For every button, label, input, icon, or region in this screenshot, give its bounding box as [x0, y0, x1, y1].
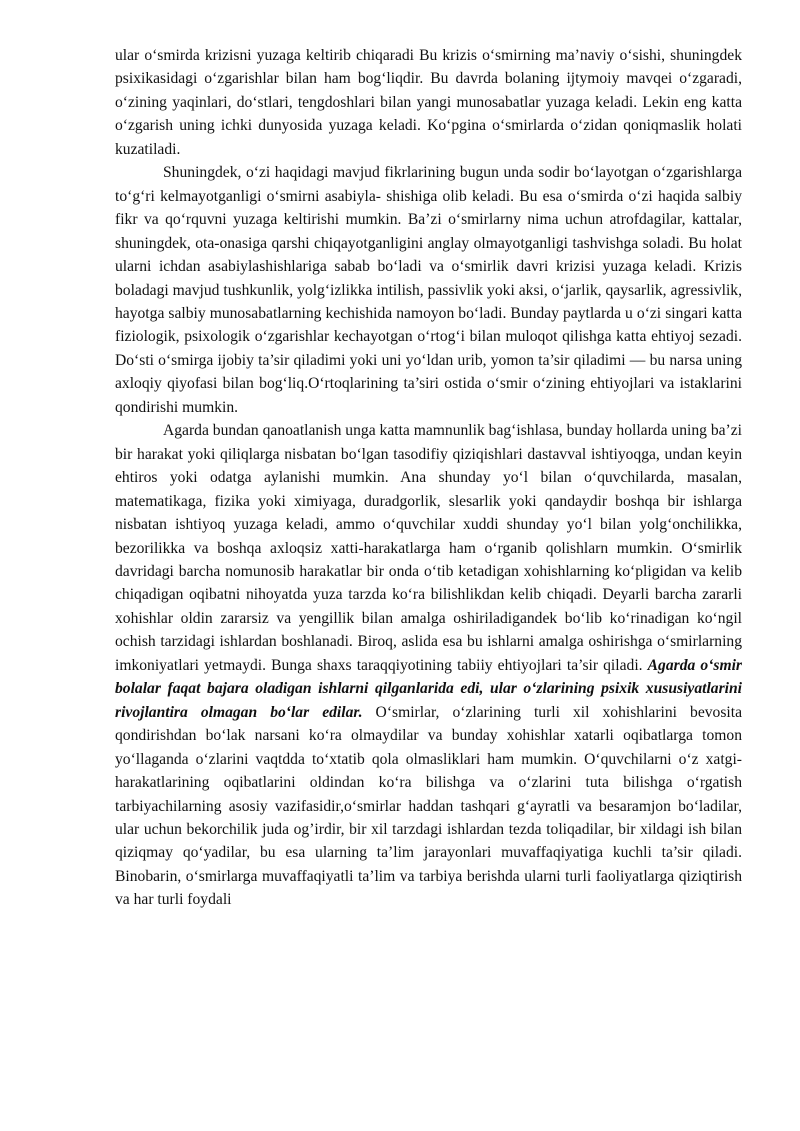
paragraph-intro-text: ular o‘smirda krizisni yuzaga keltirib chiqaradi Bu krizis o‘smirning ma’naviy o‘sishi, shuningdek psixikasidagi o‘zgarishlar bilan ham bog‘liqdir. Bu davrda bolaning ijtymoiy mavqei o‘zgaradi, o‘zining yaqinlari, do‘stlari, tengdoshlari bilan yangi munosabatlar yuzaga keladi. Lekin eng katta o‘zgarish uning ichki dunyosida yuzaga keladi. Ko‘pgina o‘smirlarda o‘zidan qoniqmaslik holati kuzatiladi. — [115, 47, 742, 158]
document-page — [115, 44, 742, 912]
paragraph-self-image-text: Shuningdek, o‘zi haqidagi mavjud fikrlarining bugun unda sodir bo‘layotgan o‘zgarishlarga to‘g‘ri kelmayotganligi o‘smirni asabiyla- shishiga olib keladi. Bu esa o‘smirda o‘zi haqida salbiy fikr va qo‘rquvni yuzaga keltirishi mumkin. Ba’zi o‘smirlarny nima uchun atrofdagilar, kattalar, shuningdek, ota-onasiga qarshi chiqayotganligini anglay olmayotganligi tashvishga soladi. Bu holat ularni ichdan asabiylashishlariga sabab bo‘ladi va o‘smirlik davri krizisi yuzaga keladi. Krizis boladagi mavjud tushkunlik, yolg‘izlikka intilish, passivlik yoki aksi, o‘jarlik, qaysarlik, agressivlik, hayotga salbiy munosabatlarning kechishida namoyon bo‘ladi. Bunday paytlarda u o‘zi singari katta fiziologik, psixologik o‘zgarishlar kechayotgan o‘rtog‘i bilan muloqot qilishga katta ehtiyoj sezadi. Do‘sti o‘smirga ijobiy ta’sir qiladimi yoki uni yo‘ldan urib, yomon ta’sir qiladimi — bu narsa uning axloqiy qiyofasi bilan bog‘liq.O‘rtoqlarining ta’siri ostida o‘smir o‘zining ehtiyojlari va istaklarini qondirishi mumkin. — [115, 164, 742, 416]
paragraph-self-image — [115, 161, 742, 419]
paragraph-intro — [115, 44, 742, 161]
paragraph-interests-text: Agarda bundan qanoatlanish unga katta mamnunlik bag‘ishlasa, bunday hollarda uning ba’zi bir harakat yoki qiliqlarga nisbatan bo‘lgan tasodifiy qiziqishlari dastavval ishtiyoqga, undan keyin ehtiros yoki odatga aylanishi mumkin. Ana shunday yo‘l bilan o‘quvchilarda, masalan, matematikaga, fizika yoki ximiyaga, duradgorlik, slesarlik yoki qandaydir boshqa bir ishlarga nisbatan ishtiyoq yuzaga keladi, ammo o‘quvchilar xuddi shunday yo‘l bilan yolg‘onchilikka, bezorilikka va boshqa axloqsiz xatti-harakatlarga ham o‘rganib qolishlarn mumkin. O‘smirlik davridagi barcha nomunosib harakatlar bir onda o‘tib ketadigan xohishlarning ko‘pligidan va kelib chiqadigan oqibatni nihoyatda yuza tarzda ko‘ra bilishlikdan kelib chiqadi. Deyarli barcha zararli xohishlar oldin zararsiz va yengillik bilan amalga oshiriladigandek bo‘lib ko‘rinadigan ko‘ngil ochish tarzidagi ishlardan boshlanadi. Biroq, aslida esa bu ishlarni amalga oshirishga o‘smirlarning imkoniyatlari yetmaydi. Bunga shaxs taraqqiyotining tabiiy ehtiyojlari ta’sir qiladi. — [115, 422, 742, 674]
emphasized-sentence: Agarda o‘smir bolalar faqat bajara oladigan ishlarni qilganlarida edi, ular o‘zlarining psixik xususiyatlarini rivojlantira olmagan bo‘lar edilar. — [115, 656, 742, 721]
paragraph-interests — [115, 419, 742, 912]
paragraph-interests-continuation: O‘smirlar, o‘zlarining turli xil xohishlarini bevosita qondirishdan bo‘lak narsani ko‘ra olmaydilar va bunday xohishlar xatarli oqibatlarga tomon yo‘llaganda o‘zlarini vaqtdda to‘xtatib qola olmasliklari ham mumkin. O‘quvchilarni o‘z xatgi-harakatlarining oqibatlarini oldindan ko‘ra bilishga va o‘zlarini tuta bilishga o‘rgatish tarbiyachilarning asosiy vazifasidir,o‘smirlar haddan tashqari g‘ayratli va besaramjon bo‘ladilar, ular uchun bekorchilik juda og’irdir, bir xil tarzdagi ishlardan tezda toliqadilar, bir xildagi ish bilan qiziqmay qo‘yadilar, bu esa ularning ta’lim jarayonlari muvaffaqiyatiga kuchli ta’sir qiladi. Binobarin, o‘smirlarga muvaffaqiyatli ta’lim va tarbiya berishda ularni turli faoliyatlarga qiziqtirish va har turli foydali — [115, 703, 742, 909]
